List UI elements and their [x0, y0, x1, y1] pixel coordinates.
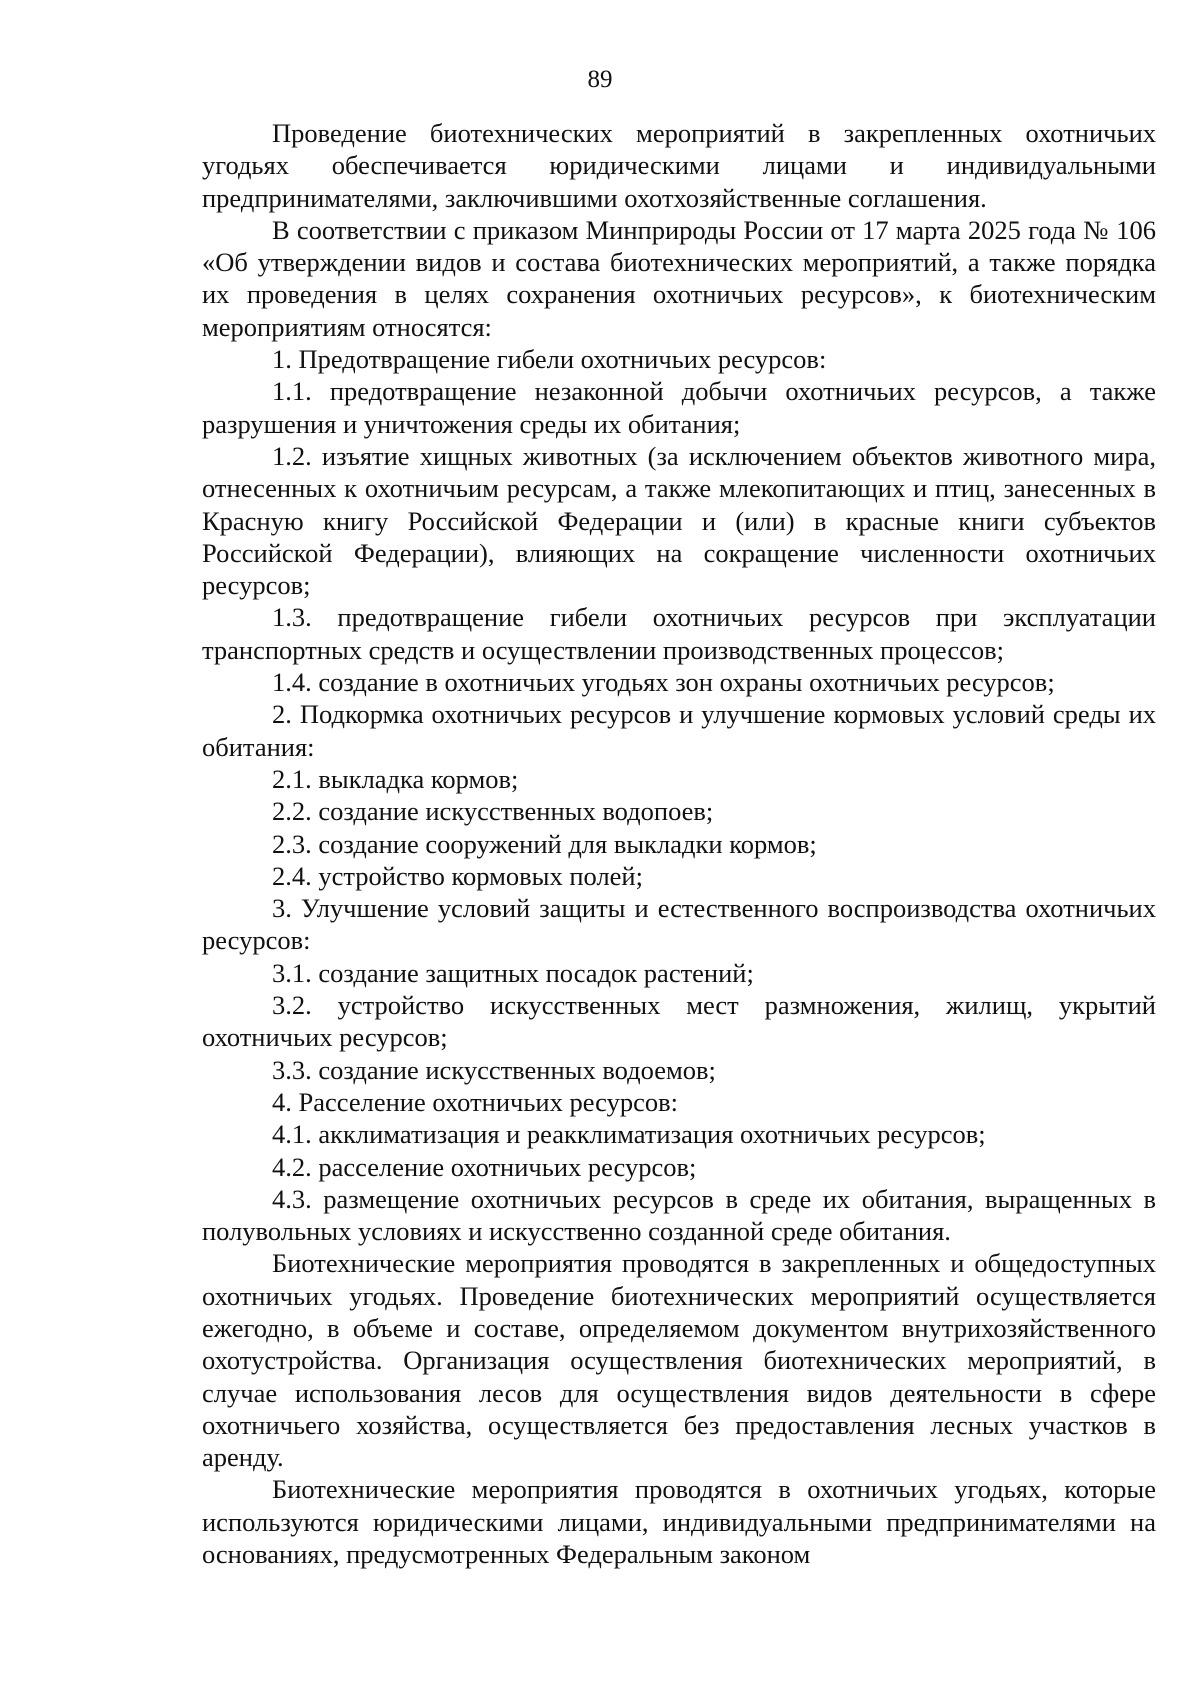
- list-item-3: 3. Улучшение условий защиты и естественного воспроизводства охотничьих ресурсов:: [202, 893, 1156, 956]
- list-item-2-3: 2.3. создание сооружений для выкладки кормов;: [272, 828, 817, 859]
- document-body: [202, 117, 1156, 1570]
- list-item-1: 1. Предотвращение гибели охотничьих ресурсов:: [272, 344, 827, 375]
- list-item-2-4: 2.4. устройство кормовых полей;: [272, 860, 643, 891]
- list-item-3-3: 3.3. создание искусственных водоемов;: [272, 1054, 716, 1085]
- list-item-4: 4. Расселение охотничьих ресурсов:: [272, 1086, 678, 1117]
- paragraph-agreements: Проведение биотехнических мероприятий в закрепленных охотничьих угодьях обеспечивается юридическими лицами и индивидуальными предпринимателями, заключившими охотхозяйственные соглашения.: [202, 118, 1156, 213]
- paragraph-measures-in-grounds: Биотехнические мероприятия проводятся в охотничьих угодьях, которые используются юридическими лицами, индивидуальными предпринимателями на основаниях, предусмотренных Федеральным законом: [202, 1474, 1156, 1570]
- list-item-4-2: 4.2. расселение охотничьих ресурсов;: [272, 1151, 697, 1182]
- list-item-1-4: 1.4. создание в охотничьих угодьях зон охраны охотничьих ресурсов;: [272, 667, 1055, 698]
- page-number: 89: [587, 66, 613, 93]
- list-item-1-2: 1.2. изъятие хищных животных (за исключением объектов животного мира, отнесенных к охотничьим ресурсам, а также млекопитающих и птиц, занесенных в Красную книгу Российской Федерации и (или) в красные книги субъектов Российской Федерации), влияющих на сокращение численности охотничьих ресурсов;: [202, 440, 1156, 601]
- list-item-3-1: 3.1. создание защитных посадок растений;: [272, 957, 754, 988]
- paragraph-order-reference: В соответствии с приказом Минприроды России от 17 марта 2025 года № 106 «Об утверждении видов и состава биотехнических мероприятий, а также порядка их проведения в целях сохранения охотничьих ресурсов», к биотехническим мероприятиям относятся:: [202, 214, 1156, 342]
- list-item-1-3: 1.3. предотвращение гибели охотничьих ресурсов при эксплуатации транспортных средств и осуществлении производственных процессов;: [202, 602, 1156, 665]
- list-item-3-2: 3.2. устройство искусственных мест размножения, жилищ, укрытий охотничьих ресурсов;: [202, 990, 1156, 1053]
- paragraph-measures-conducted: Биотехнические мероприятия проводятся в закрепленных и общедоступных охотничьих угодьях. Проведение биотехнических мероприятий осуществляется ежегодно, в объеме и составе, определяемом документом внутрихозяйственного охотустройства. Организация осуществления биотехнических мероприятий, в случае использования лесов для осуществления видов деятельности в сфере охотничьего хозяйства, осуществляется без предоставления лесных участков в аренду.: [202, 1248, 1156, 1473]
- list-item-2-1: 2.1. выкладка кормов;: [272, 763, 519, 794]
- list-item-4-3: 4.3. размещение охотничьих ресурсов в среде их обитания, выращенных в полувольных условиях и искусственно созданной среде обитания.: [202, 1183, 1156, 1247]
- list-item-2-2: 2.2. создание искусственных водопоев;: [272, 796, 714, 827]
- list-item-1-1: 1.1. предотвращение незаконной добычи охотничьих ресурсов, а также разрушения и уничтожения среды их обитания;: [202, 376, 1156, 439]
- list-item-2: 2. Подкормка охотничьих ресурсов и улучшение кормовых условий среды их обитания:: [202, 699, 1156, 762]
- list-item-4-1: 4.1. акклиматизация и реакклиматизация охотничьих ресурсов;: [272, 1119, 986, 1150]
